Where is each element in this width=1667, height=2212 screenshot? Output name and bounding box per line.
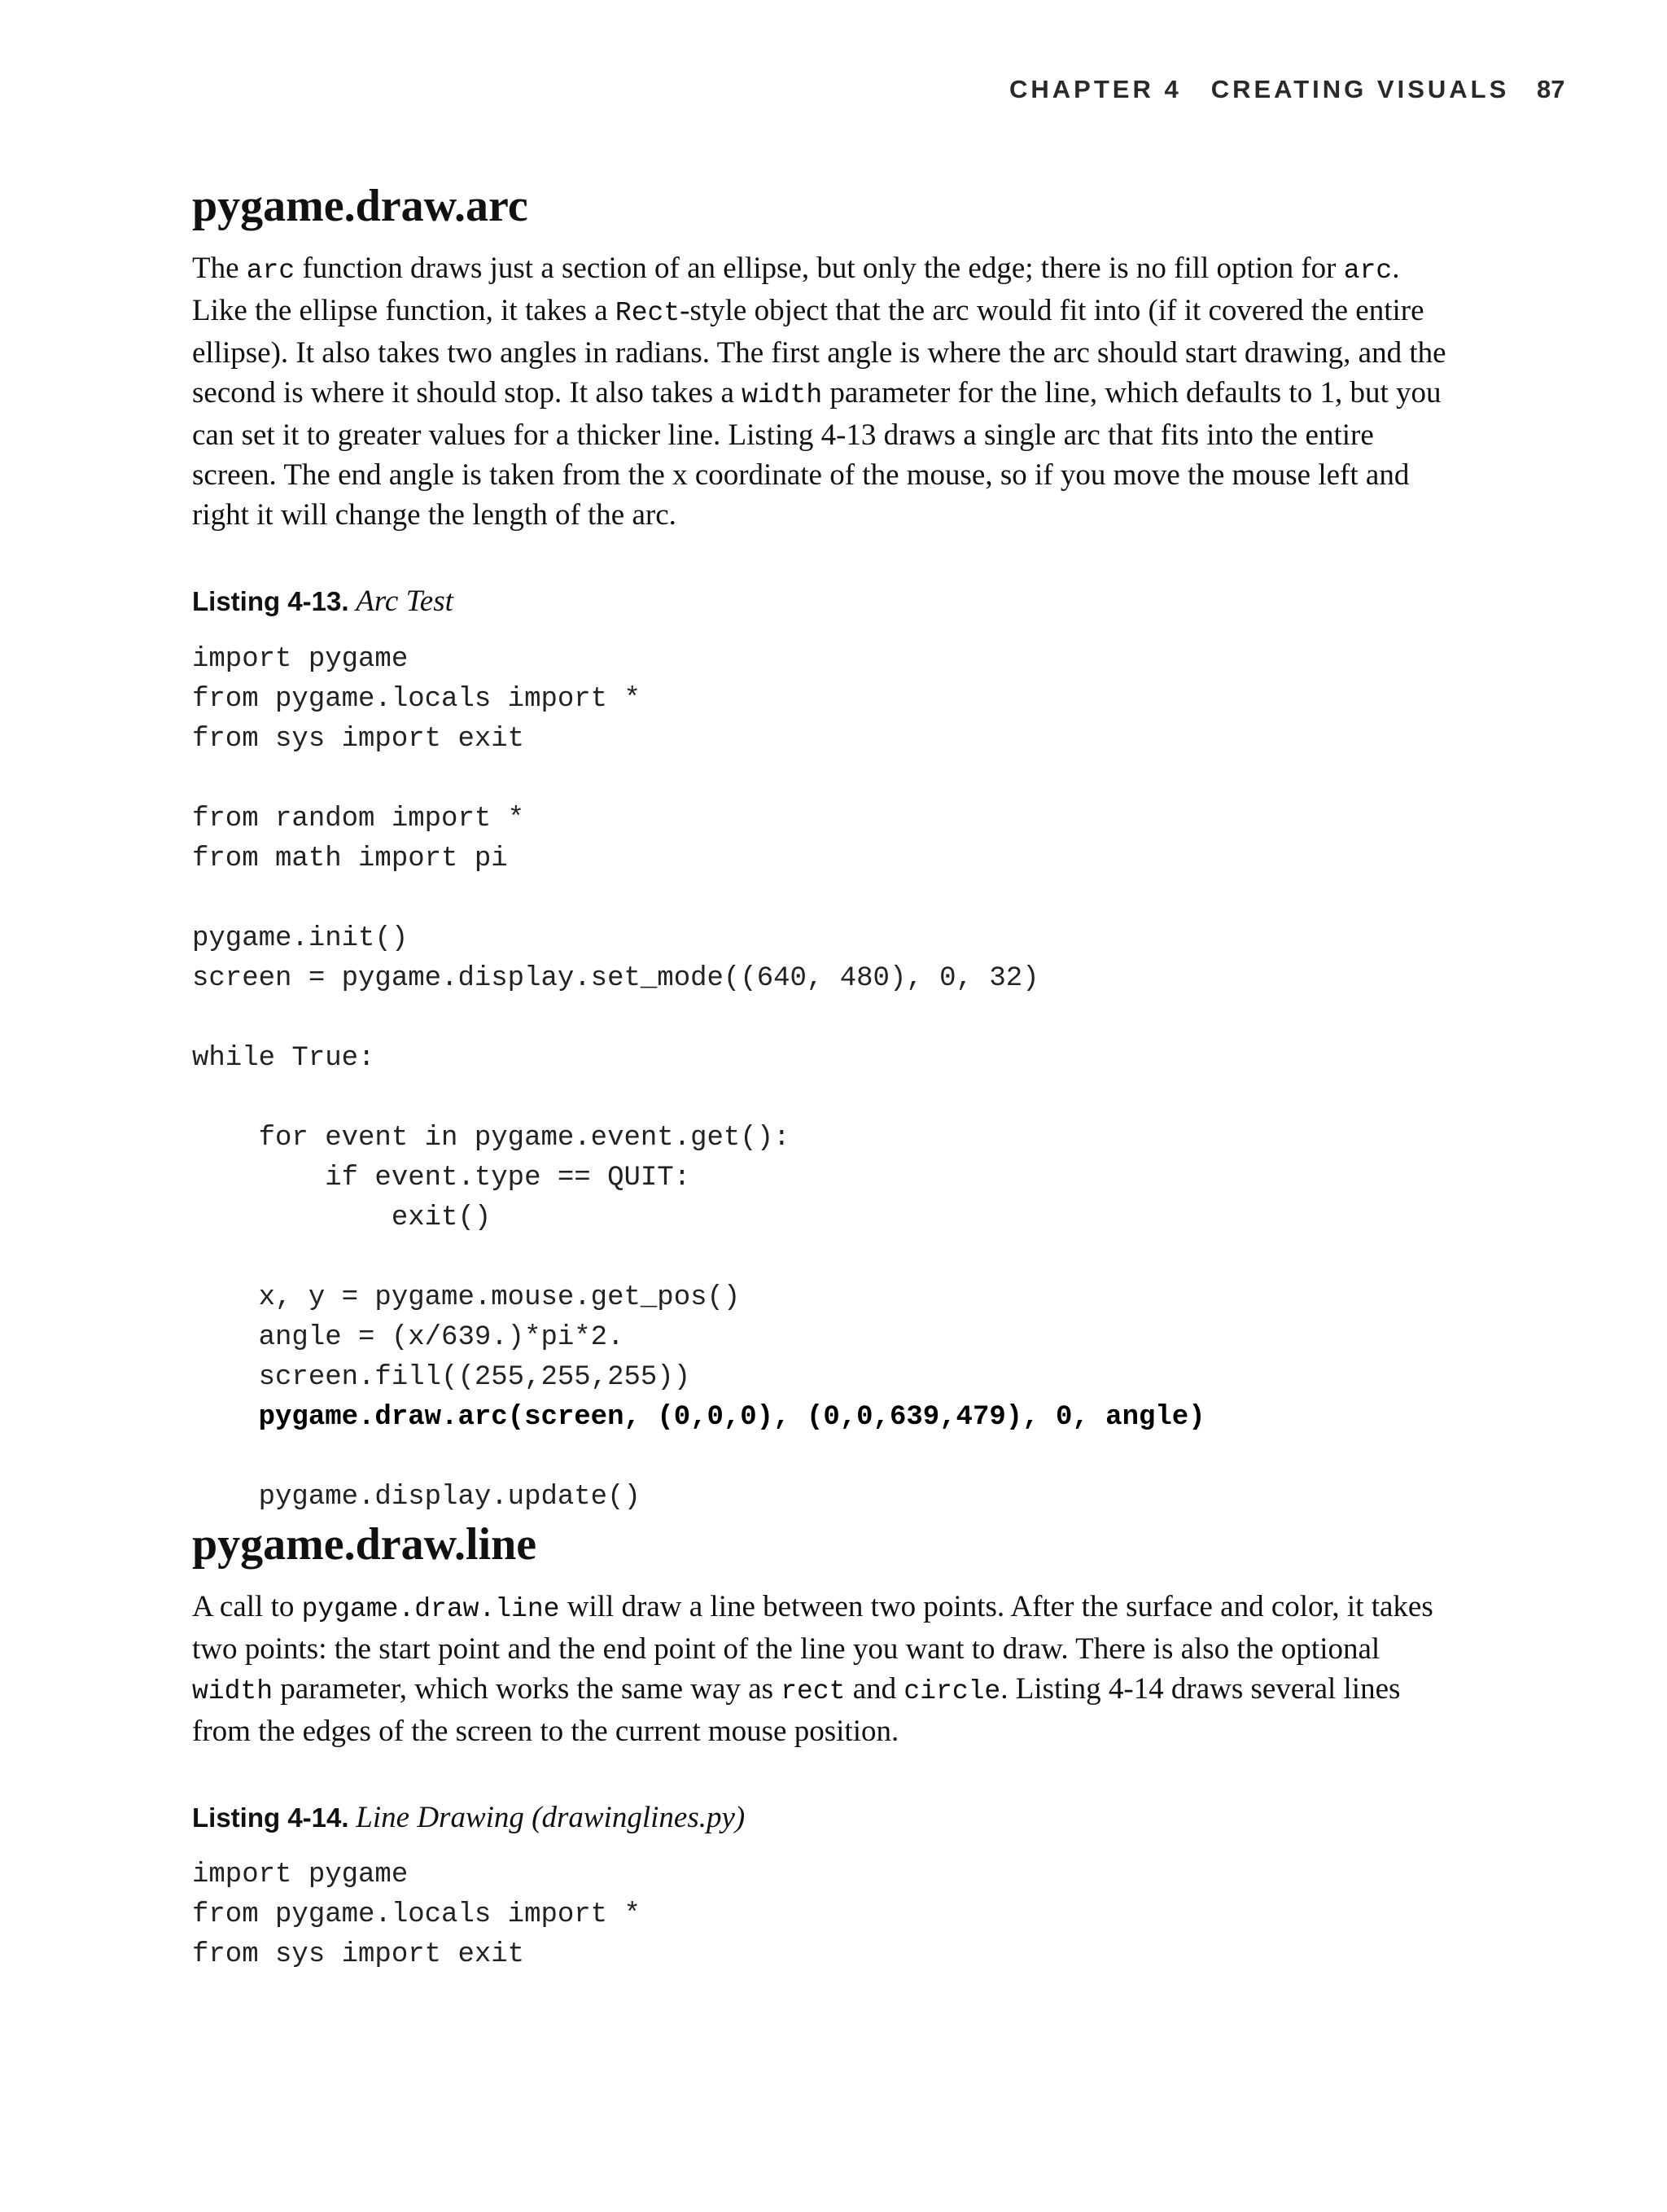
code-line: from math import pi (192, 843, 508, 874)
paragraph-line: A call to pygame.draw.line will draw a line between two points. After the surface and color, it takes two points: the start point and the end point of the line you want to draw. There is also the optional width parameter, which works the same way as rect and circle. Listing 4-14 draws several lines from the edges of the screen to the current mouse position. (192, 1589, 1433, 1748)
code-line: from random import * (192, 803, 525, 834)
listing-title: Line Drawing (drawinglines.py) (356, 1800, 746, 1834)
code-listing-4-14 (192, 1855, 1462, 1975)
running-head (1009, 75, 1510, 104)
chapter-label: CHAPTER 4 (1009, 75, 1182, 103)
section-heading-line: pygame.draw.line (192, 1518, 537, 1570)
inline-code: width (742, 380, 823, 411)
inline-code: width (192, 1675, 273, 1706)
listing-caption-4-13 (192, 584, 1462, 620)
listing-number: Listing 4-13. (192, 586, 349, 617)
code-line: pygame.init() (192, 922, 409, 954)
chapter-title: CREATING VISUALS (1210, 75, 1510, 103)
code-listing-4-13 (192, 640, 1462, 1518)
inline-code: rect (781, 1675, 846, 1706)
inline-code: circle (904, 1675, 1001, 1706)
inline-code: arc (1343, 256, 1393, 287)
code-line: from sys import exit (192, 723, 525, 755)
code-line: screen.fill((255,255,255)) (192, 1361, 691, 1393)
listing-number: Listing 4-14. (192, 1802, 349, 1833)
code-line: for event in pygame.event.get(): (192, 1122, 790, 1154)
page-number: 87 (1537, 75, 1565, 103)
code-line: from pygame.locals import * (192, 683, 641, 715)
listing-title: Arc Test (356, 585, 453, 619)
code-line: from sys import exit (192, 1939, 525, 1971)
code-line: pygame.draw.arc(screen, (0,0,0), (0,0,639,479), 0, angle) (192, 1401, 1205, 1433)
code-line: x, y = pygame.mouse.get_pos() (192, 1281, 741, 1313)
code-line: if event.type == QUIT: (192, 1162, 691, 1194)
inline-code: pygame.draw.line (301, 1593, 560, 1624)
code-line: angle = (x/639.)*pi*2. (192, 1321, 624, 1353)
code-line: screen = pygame.display.set_mode((640, 480), 0, 32) (192, 962, 1039, 994)
code-line: exit() (192, 1202, 492, 1233)
inline-code: Rect (615, 298, 680, 329)
inline-code: arc (246, 256, 295, 287)
section-heading-arc: pygame.draw.arc (192, 181, 528, 231)
code-line: import pygame (192, 1859, 409, 1891)
paragraph-arc: The arc function draws just a section of an ellipse, but only the edge; there is no fill option for arc. Like the ellipse function, it takes a Rect-style object that the arc would fit into (if it covered the entire ellipse). It also takes two angles in radians. The first angle is where the arc should start drawing, and the second is where it should stop. It also takes a width parameter for the line, which defaults to 1, but you can set it to greater values for a thicker line. Listing 4-13 draws a single arc that fits into the entire screen. The end angle is taken from the x coordinate of the mouse, so if you move the mouse left and right it will change the length of the arc. (192, 252, 1446, 532)
code-line: import pygame (192, 643, 409, 675)
page-content (192, 179, 1462, 1975)
code-line: from pygame.locals import * (192, 1899, 641, 1931)
code-line: while True: (192, 1042, 375, 1074)
code-line: pygame.display.update() (192, 1481, 641, 1513)
listing-caption-4-14 (192, 1800, 1462, 1836)
